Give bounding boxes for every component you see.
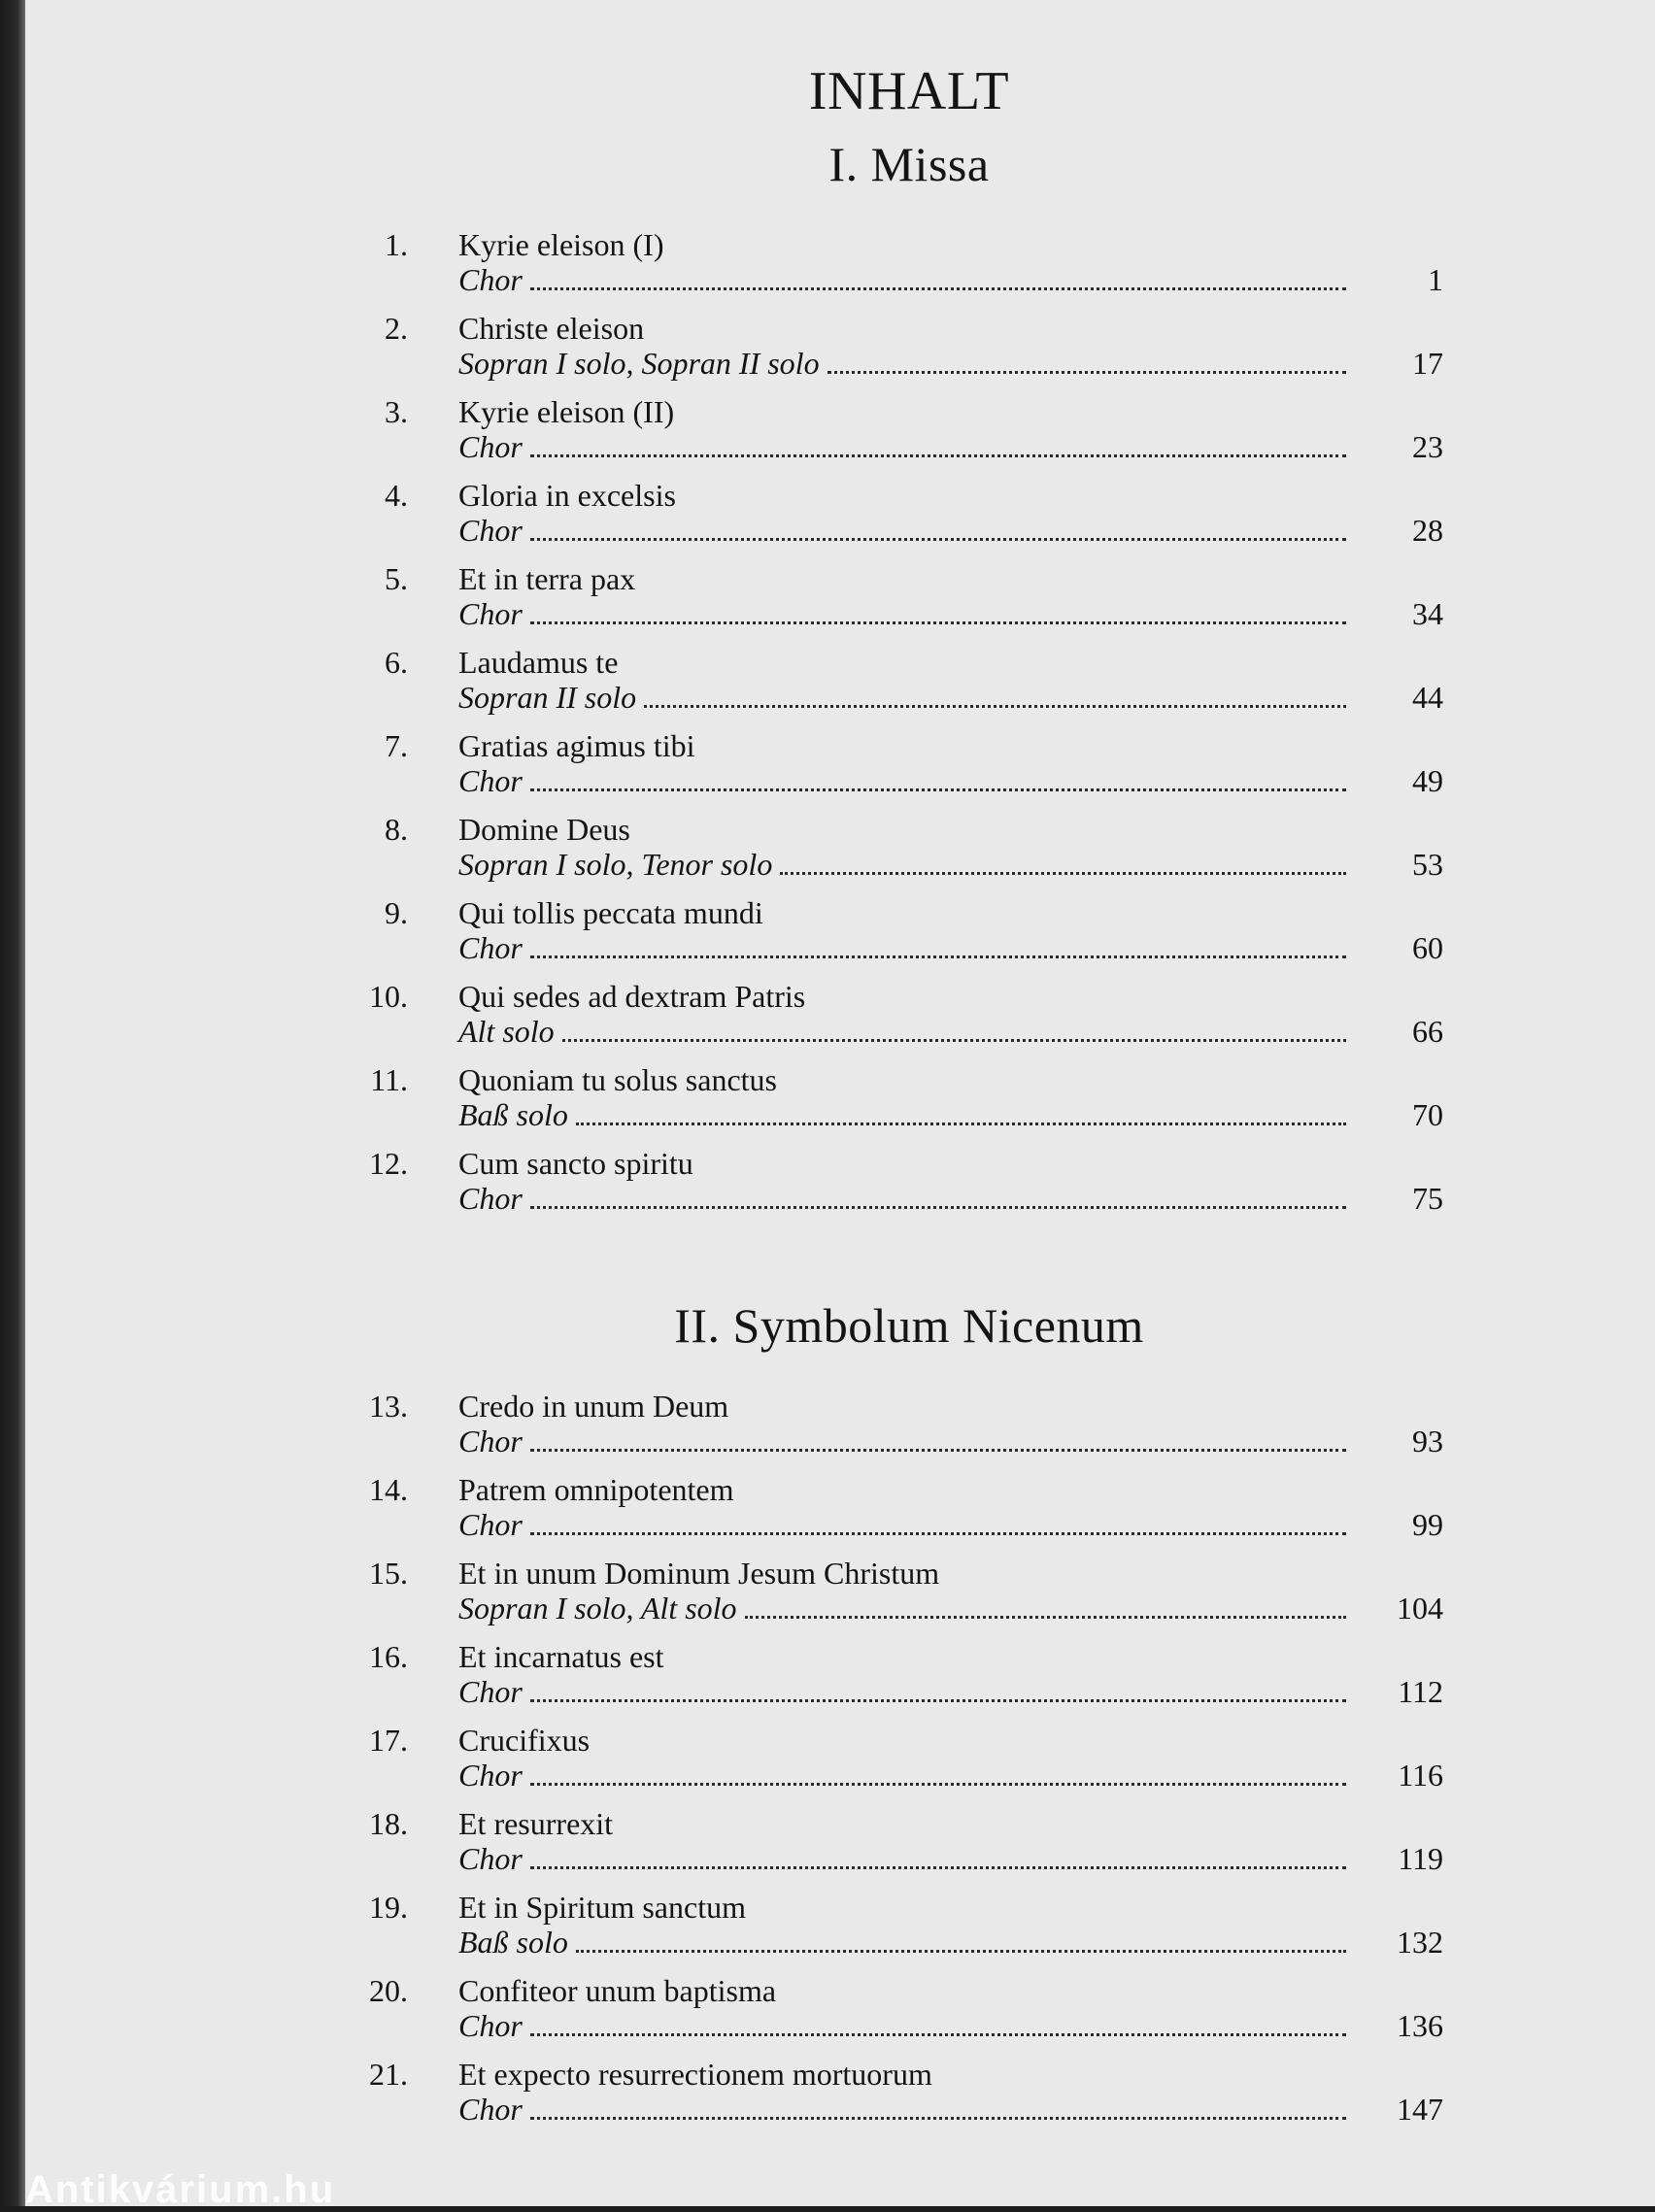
- entry-leader-row: [458, 1839, 1346, 1878]
- entry-voice: Sopran I solo, Tenor solo: [458, 847, 773, 882]
- watermark: Antikvárium.hu: [25, 2168, 336, 2211]
- entry-voice: Baß solo: [458, 1925, 568, 1960]
- toc-entry: [375, 225, 1443, 309]
- entry-number: 9.: [385, 895, 408, 930]
- entry-page-number: 44: [1412, 680, 1443, 715]
- entry-leader-row: [458, 1505, 1346, 1544]
- entry-leader-row: [458, 427, 1346, 466]
- entry-leader-row: [458, 1923, 1346, 1961]
- entry-voice: Chor: [458, 1181, 523, 1216]
- entry-voice: Chor: [458, 596, 523, 631]
- dot-leader: [530, 1839, 1346, 1869]
- entry-number: 17.: [369, 1723, 408, 1758]
- entry-leader-row: [458, 1672, 1346, 1711]
- entry-page-number: 28: [1412, 513, 1443, 548]
- entry-page-number: 119: [1398, 1841, 1443, 1876]
- entry-leader-row: [458, 1422, 1346, 1460]
- entry-leader-row: [458, 344, 1346, 383]
- dot-leader: [530, 1422, 1346, 1452]
- dot-leader: [828, 344, 1346, 374]
- toc-entry: [369, 1637, 1443, 1721]
- entry-page-number: 75: [1412, 1181, 1443, 1216]
- toc-entry: [369, 1804, 1443, 1888]
- dot-leader: [562, 1012, 1346, 1042]
- entry-voice: Sopran I solo, Alt solo: [458, 1591, 737, 1625]
- entry-page-number: 70: [1412, 1097, 1443, 1132]
- toc-entry: [375, 392, 1443, 476]
- contents-title: INHALT: [808, 61, 1010, 121]
- toc-entry: [375, 810, 1443, 893]
- dot-leader: [530, 2006, 1346, 2036]
- dot-leader: [530, 928, 1346, 958]
- toc-entry: [369, 1554, 1443, 1637]
- entry-title: Et incarnatus est: [458, 1639, 664, 1674]
- entry-voice: Chor: [458, 262, 523, 297]
- entry-leader-row: [458, 1012, 1346, 1051]
- entry-voice: Chor: [458, 1841, 523, 1876]
- page-edge: [0, 0, 25, 2206]
- dot-leader: [530, 1672, 1346, 1702]
- entry-page-number: 116: [1398, 1758, 1443, 1793]
- entry-page-number: 17: [1412, 346, 1443, 381]
- toc-entry: [369, 1888, 1443, 1971]
- section-title-missa: I. Missa: [828, 137, 990, 191]
- entry-number: 20.: [369, 1973, 408, 2008]
- entry-voice: Chor: [458, 513, 523, 548]
- entry-voice: Alt solo: [458, 1014, 555, 1049]
- entry-voice: Chor: [458, 1674, 523, 1709]
- entry-leader-row: [458, 1589, 1346, 1627]
- entry-title: Crucifixus: [458, 1723, 591, 1758]
- entry-leader-row: [458, 1756, 1346, 1794]
- dot-leader: [780, 845, 1346, 875]
- toc-entry: [375, 309, 1443, 392]
- entry-number: 14.: [369, 1472, 408, 1507]
- entry-page-number: 99: [1412, 1507, 1443, 1542]
- entry-page-number: 93: [1412, 1424, 1443, 1458]
- entry-voice: Chor: [458, 1758, 523, 1793]
- entry-leader-row: [458, 1179, 1346, 1218]
- entry-page-number: 49: [1412, 763, 1443, 798]
- section-title-symbolum: II. Symbolum Nicenum: [674, 1298, 1144, 1353]
- entry-title: Confiteor unum baptisma: [458, 1973, 777, 2008]
- entry-number: 12.: [369, 1146, 408, 1181]
- entry-title: Et in unum Dominum Jesum Christum: [458, 1556, 940, 1591]
- entry-title: Gratias agimus tibi: [458, 728, 695, 763]
- toc-entry: [369, 2055, 1443, 2138]
- toc-entry: [369, 1721, 1443, 1804]
- toc-entry: [369, 1971, 1443, 2055]
- dot-leader: [530, 427, 1346, 457]
- entry-number: 18.: [369, 1806, 408, 1841]
- entry-voice: Chor: [458, 763, 523, 798]
- dot-leader: [530, 1505, 1346, 1535]
- entry-title: Kyrie eleison (I): [458, 227, 664, 262]
- dot-leader: [530, 260, 1346, 290]
- entry-number: 11.: [370, 1062, 408, 1097]
- entry-title: Credo in unum Deum: [458, 1389, 729, 1424]
- toc-entry: [369, 977, 1443, 1060]
- entry-title: Gloria in excelsis: [458, 478, 676, 513]
- entry-title: Kyrie eleison (II): [458, 394, 675, 429]
- entry-title: Christe eleison: [458, 311, 645, 346]
- entry-voice: Chor: [458, 2008, 523, 2043]
- entry-number: 7.: [385, 728, 408, 763]
- toc-entry: [375, 643, 1443, 726]
- dot-leader: [530, 1179, 1346, 1209]
- entry-title: Qui tollis peccata mundi: [458, 895, 763, 930]
- toc-entry: [370, 1060, 1443, 1144]
- toc-entry: [369, 1144, 1443, 1227]
- entry-title: Quoniam tu solus sanctus: [458, 1062, 777, 1097]
- entry-voice: Chor: [458, 2092, 523, 2127]
- entry-number: 19.: [369, 1890, 408, 1925]
- entry-number: 5.: [385, 561, 408, 596]
- entry-leader-row: [458, 260, 1346, 299]
- entry-number: 15.: [369, 1556, 408, 1591]
- entry-number: 1.: [385, 227, 408, 262]
- dot-leader: [576, 1095, 1346, 1125]
- entry-title: Et expecto resurrectionem mortuorum: [458, 2057, 932, 2092]
- entry-number: 4.: [385, 478, 408, 513]
- dot-leader: [644, 678, 1346, 708]
- entry-page-number: 112: [1398, 1674, 1443, 1709]
- entry-leader-row: [458, 594, 1346, 633]
- entry-title: Et in terra pax: [458, 561, 636, 596]
- entry-voice: Chor: [458, 1507, 523, 1542]
- entry-title: Patrem omnipotentem: [458, 1472, 734, 1507]
- dot-leader: [530, 594, 1346, 624]
- entry-voice: Sopran I solo, Sopran II solo: [458, 346, 820, 381]
- entry-page-number: 136: [1397, 2008, 1443, 2043]
- entry-number: 2.: [385, 311, 408, 346]
- entry-page-number: 53: [1412, 847, 1443, 882]
- entry-page-number: 1: [1428, 262, 1443, 297]
- dot-leader: [530, 761, 1346, 791]
- entry-number: 16.: [369, 1639, 408, 1674]
- toc-entry: [369, 1387, 1443, 1470]
- dot-leader: [530, 511, 1346, 541]
- entry-title: Laudamus te: [458, 645, 619, 680]
- toc-entry: [369, 1470, 1443, 1554]
- dot-leader: [530, 2090, 1346, 2120]
- entry-number: 10.: [369, 979, 408, 1014]
- entry-number: 3.: [385, 394, 408, 429]
- dot-leader: [745, 1589, 1346, 1619]
- entry-title: Domine Deus: [458, 812, 630, 847]
- entry-leader-row: [458, 761, 1346, 800]
- entry-number: 6.: [385, 645, 408, 680]
- entry-voice: Baß solo: [458, 1097, 568, 1132]
- toc-entry: [375, 476, 1443, 559]
- toc-entry: [375, 893, 1443, 977]
- entry-title: Qui sedes ad dextram Patris: [458, 979, 806, 1014]
- entry-leader-row: [458, 511, 1346, 550]
- toc-entry: [375, 726, 1443, 810]
- entry-leader-row: [458, 678, 1346, 717]
- entry-voice: Chor: [458, 429, 523, 464]
- entry-page-number: 147: [1397, 2092, 1443, 2127]
- entry-leader-row: [458, 2090, 1346, 2128]
- entry-page-number: 60: [1412, 930, 1443, 965]
- entry-leader-row: [458, 928, 1346, 967]
- entry-leader-row: [458, 1095, 1346, 1134]
- entry-title: Et in Spiritum sanctum: [458, 1890, 746, 1925]
- entry-voice: Chor: [458, 930, 523, 965]
- entry-number: 13.: [369, 1389, 408, 1424]
- entry-page-number: 23: [1412, 429, 1443, 464]
- dot-leader: [530, 1756, 1346, 1786]
- entry-title: Et resurrexit: [458, 1806, 614, 1841]
- entry-number: 21.: [369, 2057, 408, 2092]
- entry-page-number: 34: [1412, 596, 1443, 631]
- entry-leader-row: [458, 2006, 1346, 2045]
- toc-entry: [375, 559, 1443, 643]
- entry-title: Cum sancto spiritu: [458, 1146, 693, 1181]
- entry-number: 8.: [385, 812, 408, 847]
- dot-leader: [576, 1923, 1346, 1953]
- entry-leader-row: [458, 845, 1346, 884]
- entry-page-number: 66: [1412, 1014, 1443, 1049]
- entry-page-number: 104: [1397, 1591, 1443, 1625]
- entry-voice: Sopran II solo: [458, 680, 637, 715]
- entry-voice: Chor: [458, 1424, 523, 1458]
- document-page: [25, 0, 1655, 2211]
- entry-page-number: 132: [1397, 1925, 1443, 1960]
